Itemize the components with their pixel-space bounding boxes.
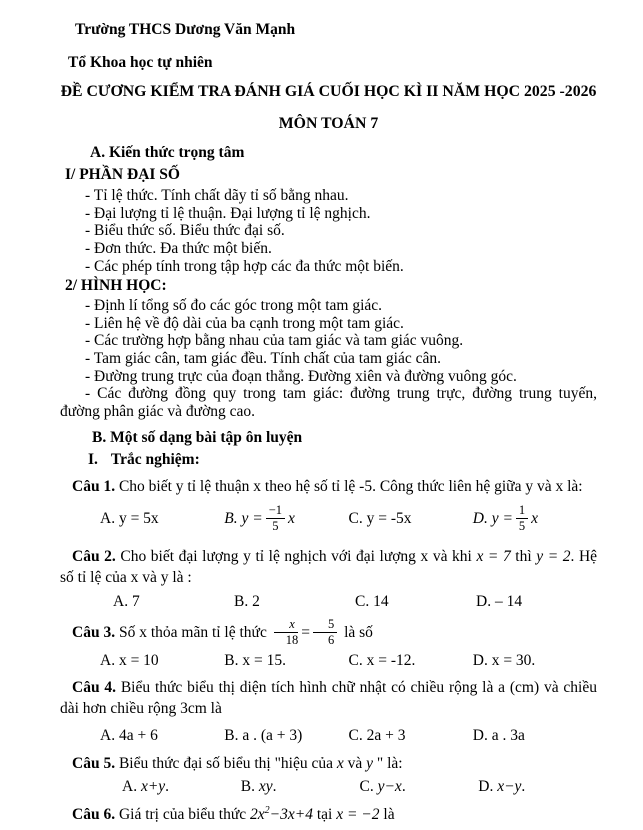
fraction-denominator: 18 [285, 632, 299, 647]
question-4-statement: Biểu thức biểu thị diện tích hình chữ nhật có chiều rộng là a (cm) và chiều dài hơn chiều rộng 3cm là [60, 679, 597, 717]
question-6-text [60, 804, 597, 826]
question-5-text [60, 754, 597, 775]
question-5-statement-part: Biểu thức đại số biểu thị "hiệu của [118, 754, 333, 772]
option-math: xy [258, 778, 273, 796]
question-6-statement-part: tại [316, 806, 333, 824]
question-3-option-b: B. x = 15. [224, 652, 286, 670]
question-2-option-d: D. – 14 [476, 592, 523, 610]
option-d-suffix: x [531, 510, 539, 527]
question-3-statement-part: là số [344, 623, 373, 641]
question-2-option-b: B. 2 [234, 592, 260, 610]
question-3-statement-part: Số x thỏa mãn tỉ lệ thức [118, 623, 267, 641]
question-5-option-b [241, 777, 360, 797]
geometry-heading: 2/ HÌNH HỌC: [65, 277, 167, 295]
question-6-label: Câu 6. [72, 806, 116, 824]
fraction-numerator: 5 [313, 618, 337, 633]
fraction [266, 504, 285, 533]
option-period: . [272, 778, 277, 796]
fraction [313, 618, 337, 647]
math-variable: y [366, 754, 374, 772]
option-letter: A. [122, 778, 138, 796]
geometry-topic: - Tam giác cân, tam giác đều. Tính chất của tam giác cân. [85, 349, 441, 367]
math-variable: x [336, 754, 344, 772]
question-6-statement-part: là [383, 806, 395, 824]
question-2-option-a: A. 7 [113, 592, 140, 610]
option-letter: D. [478, 778, 494, 796]
question-3-option-d: D. x = 30. [472, 652, 536, 670]
option-math: x+y [140, 778, 166, 796]
option-math: y−x [377, 778, 402, 796]
question-5-option-c [360, 777, 479, 797]
quiz-type-heading [88, 450, 597, 470]
question-3-label: Câu 3. [72, 623, 116, 641]
question-2-statement-part: thì [515, 548, 532, 566]
question-1-option-a: A. y = 5x [100, 510, 159, 528]
algebra-heading: I/ PHẦN ĐẠI SỐ [65, 166, 180, 184]
math-expression: x = 7 [476, 548, 511, 566]
question-5-option-a [122, 777, 241, 797]
question-5-label: Câu 5. [72, 754, 116, 772]
fraction-denominator: 6 [327, 632, 335, 647]
question-3-option-a: A. x = 10 [100, 652, 159, 670]
algebra-topic: - Đại lượng tỉ lệ thuận. Đại lượng tỉ lệ nghịch. [85, 204, 371, 222]
math-expression: x = −2 [336, 806, 380, 824]
subject-heading: MÔN TOÁN 7 [278, 114, 379, 132]
question-5-options [122, 777, 597, 797]
question-4-option-d: D. a . 3a [472, 727, 525, 745]
question-2-statement-part: . Hệ số tỉ lệ của x và y là : [60, 548, 598, 587]
question-2-option-c: C. 14 [355, 592, 389, 610]
question-5-statement-part: " là: [376, 754, 403, 772]
question-3-options [100, 651, 597, 671]
question-1-label: Câu 1. [72, 477, 116, 495]
quiz-roman-numeral: I. [88, 450, 98, 468]
fraction [516, 504, 528, 533]
fraction-numerator: 1 [516, 504, 528, 519]
fraction-numerator: x [274, 618, 299, 633]
math-expression: y = 2 [536, 548, 571, 566]
option-math: x−y [497, 778, 522, 796]
option-letter: B. [240, 778, 255, 796]
question-4-option-a: A. 4a + 6 [100, 727, 158, 745]
quiz-type-label: Trắc nghiệm: [110, 450, 200, 468]
question-2-label: Câu 2. [72, 548, 116, 566]
question-1-options [100, 498, 597, 540]
option-period: . [401, 778, 406, 796]
question-1-option-b [224, 502, 348, 534]
question-6-statement-part: Giá trị của biểu thức [118, 806, 247, 824]
question-2-statement-part: Cho biết đại lượng y tỉ lệ nghịch với đại lượng x và khi [120, 548, 472, 566]
algebra-topic: - Tỉ lệ thức. Tính chất dãy tỉ số bằng nhau. [85, 187, 349, 205]
math-exponent: 2 [264, 805, 270, 817]
question-3-option-c: C. x = -12. [348, 652, 416, 670]
fraction-denominator: 5 [518, 518, 526, 533]
option-b-suffix: x [288, 510, 295, 527]
geometry-topic: - Các đường đồng quy trong tam giác: đường trung trực, đường trung tuyến, đường phân giác và đường cao. [60, 385, 597, 420]
equals-sign: = [301, 623, 310, 641]
fraction [274, 618, 299, 647]
option-period: . [165, 778, 170, 796]
math-expression [250, 806, 313, 823]
geometry-topic: - Các trường hợp bằng nhau của tam giác và tam giác vuông. [85, 332, 464, 350]
question-5-statement-part: và [347, 754, 363, 772]
algebra-topic: - Biểu thức số. Biểu thức đại số. [85, 222, 285, 240]
question-1-option-c: C. y = -5x [348, 510, 412, 528]
question-4-label: Câu 4. [72, 679, 117, 697]
fraction-denominator: 5 [272, 518, 279, 533]
geometry-topic: - Liên hệ về độ dài của ba cạnh trong một tam giác. [85, 314, 404, 332]
section-a-heading: A. Kiến thức trọng tâm [90, 144, 245, 162]
section-b-heading: B. Một số dạng bài tập ôn luyện [92, 428, 303, 446]
school-name: Trường THCS Dương Văn Mạnh [75, 21, 296, 38]
fraction-numerator: −1 [266, 504, 285, 519]
question-4-options [100, 726, 597, 746]
algebra-topic: - Đơn thức. Đa thức một biến. [85, 240, 272, 258]
question-2-text [60, 547, 597, 588]
option-letter: C. [359, 778, 374, 796]
question-4-text [60, 678, 597, 719]
math-base: 2x [250, 806, 265, 824]
department-name: Tổ Khoa học tự nhiên [68, 54, 213, 72]
question-1-statement: Cho biết y tỉ lệ thuận x theo hệ số tỉ lệ -5. Công thức liên hệ giữa y và x là: [118, 477, 583, 495]
question-1-option-d [472, 502, 597, 534]
algebra-topic: - Các phép tính trong tập hợp các đa thức một biến. [85, 257, 404, 275]
math-rest: −3x+4 [269, 806, 313, 824]
question-4-option-b: B. a . (a + 3) [224, 727, 303, 745]
question-2-options [113, 592, 597, 612]
question-1-text [60, 477, 597, 498]
geometry-topic: - Đường trung trực của đoạn thẳng. Đường xiên và đường vuông góc. [85, 367, 517, 385]
question-5-option-d [478, 777, 597, 797]
question-4-option-c: C. 2a + 3 [348, 727, 406, 745]
geometry-topic: - Định lí tổng số đo các góc trong một tam giác. [85, 296, 383, 314]
option-b-prefix: B. y = [224, 510, 263, 527]
option-d-prefix: D. y = [472, 510, 513, 527]
question-3-text [60, 616, 597, 648]
option-period: . [521, 778, 526, 796]
document-title: ĐỀ CƯƠNG KIỂM TRA ĐÁNH GIÁ CUỐI HỌC KÌ II NĂM HỌC 2025 -2026 [60, 83, 597, 101]
